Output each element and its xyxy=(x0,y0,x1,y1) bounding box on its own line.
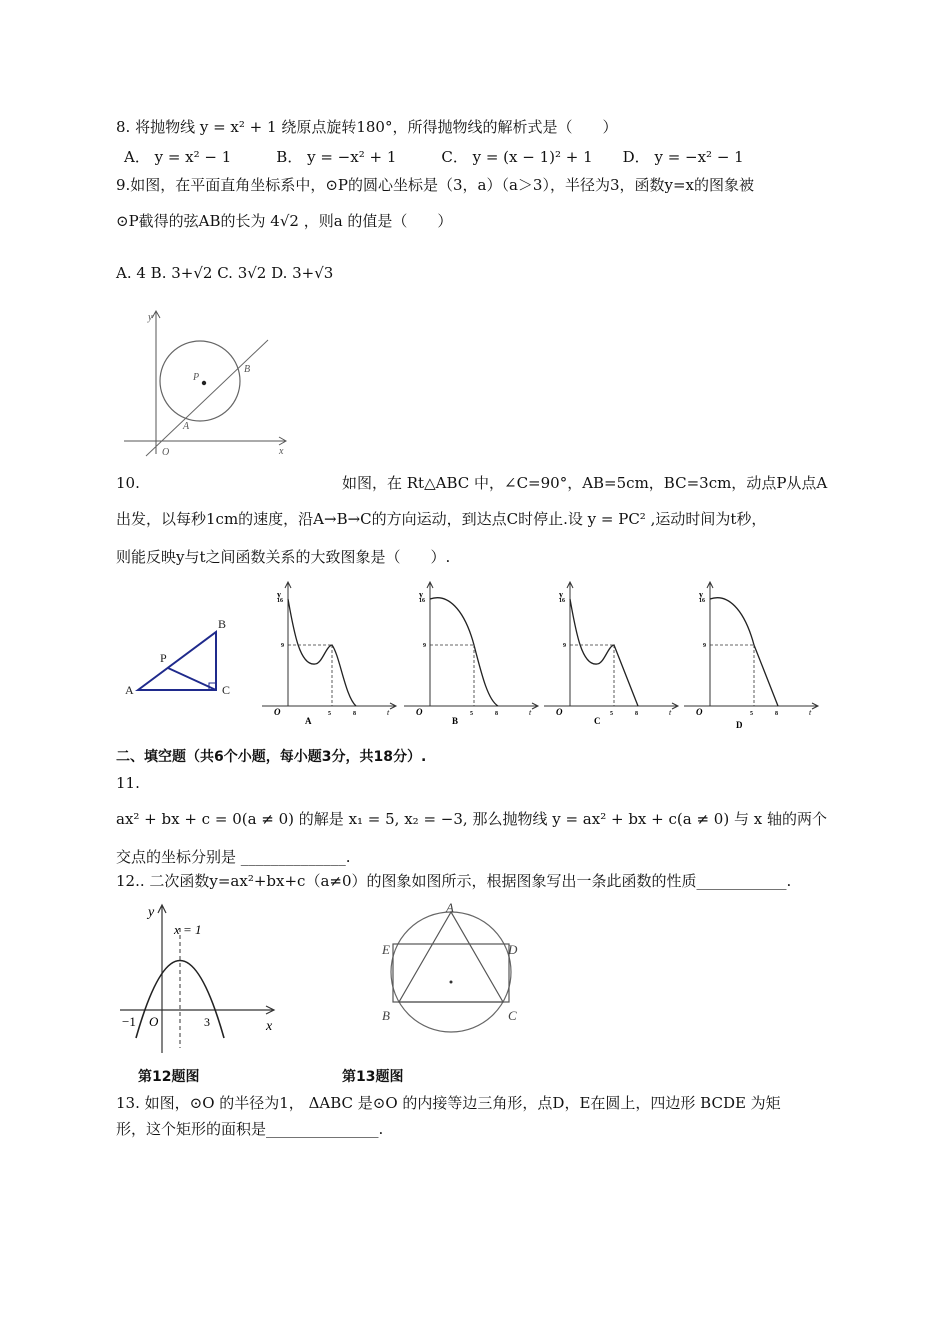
q10-graph-d-y-label: y xyxy=(699,590,703,599)
q12-y-label: y xyxy=(148,905,155,920)
q10-graph-c-caption: C xyxy=(594,716,601,726)
q10-graph-d-tick-8: 8 xyxy=(775,711,778,717)
q10-label-c: C xyxy=(222,683,231,697)
q13-label-a: A xyxy=(446,900,454,915)
q9-stem-line2: ⊙P截得的弦AB的长为 4√2 ，则a 的值是（ ） xyxy=(116,212,453,230)
q9-a-label: A xyxy=(183,421,190,432)
q9-b-label: B xyxy=(244,364,251,375)
q10-graph-c-y-label: y xyxy=(559,590,563,599)
q10-label-p: P xyxy=(160,651,167,665)
q10-graph-d-tick-5: 5 xyxy=(750,711,753,717)
q12-x-label: x xyxy=(266,1019,273,1034)
q13-label-e: E xyxy=(382,942,390,957)
q10-graph-a-y-label: y xyxy=(277,590,281,599)
q10-graph-a-tick-9: 9 xyxy=(281,643,284,649)
q11-stem-line1: ax² + bx + c = 0(a ≠ 0) 的解是 x₁ = 5, x₂ = −3, 那么抛物线 y = ax² + bx + c(a ≠ 0) 与 x 轴的两个 xyxy=(116,810,827,828)
q10-graph-d-tick-16: 16 xyxy=(699,598,705,604)
q10-triangle-figure xyxy=(118,610,248,705)
q9-p-label: P xyxy=(193,372,200,383)
q13-label-b: B xyxy=(382,1008,390,1023)
q9-stem-line1: 9.如图，在平面直角坐标系中，⊙P的圆心坐标是（3，a）（a＞3），半径为3，函数y=x的图象被 xyxy=(116,176,754,194)
q10-stem-line1: 如图，在 Rt△ABC 中，∠C=90°，AB=5cm，BC=3cm，动点P从点A xyxy=(342,474,828,492)
q9-circle-p xyxy=(160,341,240,421)
q9-y-label: y xyxy=(148,312,153,323)
q10-number: 10. xyxy=(116,474,140,492)
q13-triangle-abc xyxy=(399,912,503,1002)
q13-caption: 第13题图 xyxy=(342,1069,404,1085)
q12-tick-neg-one: −1 xyxy=(122,1014,136,1029)
q13-stem-line1: 13. 如图，⊙O 的半径为1， ΔABC 是⊙O 的内接等边三角形，点D，E在圆上，四边形 BCDE 为矩 xyxy=(116,1094,781,1112)
q10-graph-b-t-label: t xyxy=(529,708,532,717)
q10-graph-a-curve xyxy=(288,599,356,706)
q10-graph-b xyxy=(402,578,542,728)
q11-number: 11. xyxy=(116,774,140,792)
q10-graph-a xyxy=(260,578,400,728)
q10-graph-c-tick-8: 8 xyxy=(635,711,638,717)
q11-stem-line2: 交点的坐标分别是 ______________. xyxy=(116,848,351,866)
q12-caption: 第12题图 xyxy=(138,1069,200,1085)
q10-graph-a-tick-5: 5 xyxy=(328,711,331,717)
q10-graph-b-y-label: y xyxy=(419,590,423,599)
q10-graph-b-caption: B xyxy=(452,716,459,726)
q10-graph-d-origin: O xyxy=(696,707,703,717)
q8-stem: 8. 将抛物线 y = x² + 1 绕原点旋转180°，所得抛物线的解析式是（ ） xyxy=(116,118,618,136)
q10-graph-c-tick-5: 5 xyxy=(610,711,613,717)
q10-graph-b-tick-8: 8 xyxy=(495,711,498,717)
q12-parabola-figure xyxy=(116,898,286,1058)
q10-graph-c-tick-16: 16 xyxy=(559,598,565,604)
q9-figure xyxy=(118,306,293,461)
q12-origin-label: O xyxy=(149,1014,159,1029)
q10-graph-a-origin: O xyxy=(274,707,281,717)
q10-stem-line2: 出发，以每秒1cm的速度，沿A→B→C的方向运动，到达点C时停止.设 y = PC² ,运动时间为t秒， xyxy=(116,510,767,528)
q9-options: A. 4 B. 3+√2 C. 3√2 D. 3+√3 xyxy=(116,264,334,282)
q10-graph-b-origin: O xyxy=(416,707,423,717)
section-2-title: 二、填空题（共6个小题，每小题3分，共18分）. xyxy=(116,749,427,765)
q10-graph-a-tick-16: 16 xyxy=(277,598,283,604)
q10-graph-a-t-label: t xyxy=(387,708,390,717)
q13-circle-o xyxy=(391,912,511,1032)
q10-graph-c-origin: O xyxy=(556,707,563,717)
q10-graph-c-t-label: t xyxy=(669,708,672,717)
q10-graph-b-tick-16: 16 xyxy=(419,598,425,604)
q12-stem: 12.. 二次函数y=ax²+bx+c（a≠0）的图象如图所示，根据图象写出一条此函数的性质____________. xyxy=(116,872,792,890)
q10-graph-c-tick-9: 9 xyxy=(563,643,566,649)
q12-symmetry-label: x = 1 xyxy=(174,922,202,937)
q10-graph-b-tick-5: 5 xyxy=(470,711,473,717)
q10-graph-d-t-label: t xyxy=(809,708,812,717)
q10-graph-c xyxy=(542,578,682,728)
q10-graph-d-curve xyxy=(710,598,778,706)
q10-graph-b-curve xyxy=(430,598,498,706)
q10-label-a: A xyxy=(125,683,134,697)
q10-graph-c-curve xyxy=(570,599,638,706)
q13-circle-figure xyxy=(378,898,528,1038)
q13-stem-line2: 形，这个矩形的面积是_______________. xyxy=(116,1120,384,1138)
q13-rectangle-bcde xyxy=(393,944,509,1002)
q13-center-dot xyxy=(450,981,453,984)
q10-graph-d xyxy=(682,578,822,733)
q13-label-d: D xyxy=(508,942,518,957)
q10-stem-line3: 则能反映y与t之间函数关系的大致图象是（ ）. xyxy=(116,548,451,566)
q9-center-dot xyxy=(202,381,206,385)
q10-graph-a-tick-8: 8 xyxy=(353,711,356,717)
q10-graph-d-tick-9: 9 xyxy=(703,643,706,649)
q13-label-c: C xyxy=(508,1008,517,1023)
q9-x-label: x xyxy=(279,446,284,457)
q9-origin-label: O xyxy=(162,447,170,458)
q10-triangle-abc xyxy=(138,632,216,690)
q8-options: A． y = x² − 1 B． y = −x² + 1 C． y = (x − 1)² + 1 D． y = −x² − 1 xyxy=(124,148,744,166)
q10-label-b: B xyxy=(218,617,227,631)
q10-graph-d-caption: D xyxy=(736,720,743,730)
q12-tick-three: 3 xyxy=(204,1015,210,1029)
q10-graph-a-caption: A xyxy=(305,716,312,726)
q10-graph-b-tick-9: 9 xyxy=(423,643,426,649)
